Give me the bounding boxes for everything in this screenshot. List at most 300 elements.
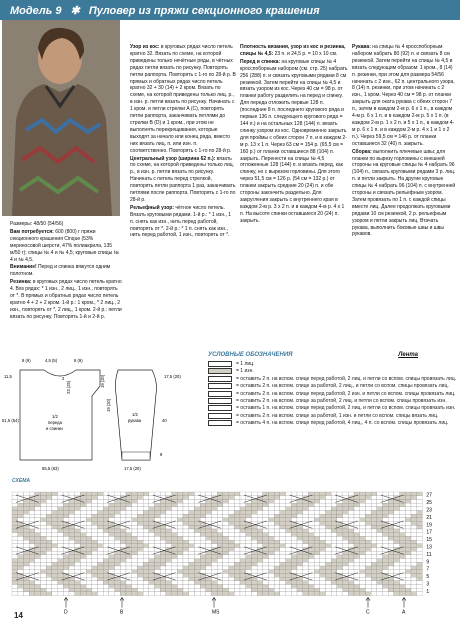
chart-cell xyxy=(348,514,354,518)
chart-cell xyxy=(229,544,235,548)
chart-cell xyxy=(371,533,377,537)
chart-cell xyxy=(217,507,223,511)
chart-cell xyxy=(132,518,138,522)
chart-cell xyxy=(58,551,64,555)
chart-cell xyxy=(12,525,18,529)
chart-cell xyxy=(212,570,218,574)
chart-cell xyxy=(183,548,189,552)
chart-cell xyxy=(263,536,269,540)
chart-cell xyxy=(35,592,41,596)
chart-cell xyxy=(166,496,172,500)
chart-cell xyxy=(274,525,280,529)
chart-cell xyxy=(155,551,161,555)
chart-cell xyxy=(183,573,189,577)
chart-cell xyxy=(194,507,200,511)
chart-cell xyxy=(149,536,155,540)
chart-cell xyxy=(291,555,297,559)
chart-cell xyxy=(69,492,75,496)
chart-cell xyxy=(18,562,24,566)
chart-cell xyxy=(326,555,332,559)
chart-cell xyxy=(217,533,223,537)
chart-cell xyxy=(189,544,195,548)
chart-cell xyxy=(132,496,138,500)
chart-cell xyxy=(86,559,92,563)
chart-cell xyxy=(63,588,69,592)
chart-cell xyxy=(405,585,411,589)
chart-cell xyxy=(166,544,172,548)
chart-cell xyxy=(103,540,109,544)
chart-cell xyxy=(331,525,337,529)
chart-cell xyxy=(274,514,280,518)
chart-cell xyxy=(240,525,246,529)
chart-cell xyxy=(137,588,143,592)
chart-cell xyxy=(223,492,229,496)
chart-cell xyxy=(229,514,235,518)
chart-cell xyxy=(194,511,200,515)
chart-cell xyxy=(86,536,92,540)
chart-cell xyxy=(320,507,326,511)
chart-cell xyxy=(69,511,75,515)
chart-cell xyxy=(240,511,246,515)
chart-cell xyxy=(417,581,423,585)
chart-cell xyxy=(365,570,371,574)
chart-cell xyxy=(331,577,337,581)
chart-cell xyxy=(314,570,320,574)
chart-cell xyxy=(320,536,326,540)
chart-cell xyxy=(18,555,24,559)
chart-cell xyxy=(35,559,41,563)
chart-cell xyxy=(41,577,47,581)
dim-left: 11,5 xyxy=(4,374,12,379)
chart-cell xyxy=(98,499,104,503)
chart-cell xyxy=(365,577,371,581)
chart-cell xyxy=(223,536,229,540)
model-photo xyxy=(2,20,120,216)
chart-cell xyxy=(297,540,303,544)
chart-cell xyxy=(405,581,411,585)
chart-cell xyxy=(291,536,297,540)
chart-cell xyxy=(223,555,229,559)
chart-cell xyxy=(166,492,172,496)
chart-cell xyxy=(394,585,400,589)
chart-cell xyxy=(223,592,229,596)
chart-cell xyxy=(63,570,69,574)
chart-cell xyxy=(234,529,240,533)
chart-cell xyxy=(280,496,286,500)
chart-cell xyxy=(280,522,286,526)
paragraph-rib: Резинка: в круговых рядах число петель кратно 4. Вяз рядах: * 1 изн., 2 лиц., 1 изн., повторять от *. В прямых и обратных рядах число петель кратно 4 + 2 + 2 кром. 1-й р.: 1 кром., * 2 лиц., 2 изн., повторять от *, 2 лиц., 1 кром. 2-й р.: петли вязать по рисунку. Повторять 1-й и 2-й р. xyxy=(10,279,122,320)
chart-cell xyxy=(246,544,252,548)
chart-cell xyxy=(280,518,286,522)
chart-cell xyxy=(69,507,75,511)
chart-cell xyxy=(383,536,389,540)
chart-cell xyxy=(326,492,332,496)
chart-cell xyxy=(286,588,292,592)
chart-cell xyxy=(365,588,371,592)
chart-cell xyxy=(251,585,257,589)
chart-cell xyxy=(189,536,195,540)
chart-cell xyxy=(365,562,371,566)
chart-cell xyxy=(98,540,104,544)
chart-cell xyxy=(80,559,86,563)
chart-cell xyxy=(98,496,104,500)
chart-cell xyxy=(269,581,275,585)
chart-cell xyxy=(103,536,109,540)
chart-cell xyxy=(246,492,252,496)
chart-cell xyxy=(212,507,218,511)
chart-cell xyxy=(200,555,206,559)
chart-cell xyxy=(160,544,166,548)
chart-cell xyxy=(365,529,371,533)
chart-cell xyxy=(23,570,29,574)
chart-cell xyxy=(63,592,69,596)
chart-cell xyxy=(291,503,297,507)
chart-cell xyxy=(172,566,178,570)
chart-cell xyxy=(189,533,195,537)
schematic-diagram xyxy=(0,352,205,474)
chart-cell xyxy=(377,551,383,555)
chart-cell xyxy=(405,533,411,537)
chart-cell xyxy=(360,518,366,522)
chart-cell xyxy=(291,544,297,548)
chart-cell xyxy=(86,551,92,555)
chart-cell xyxy=(41,503,47,507)
chart-cell xyxy=(18,577,24,581)
chart-cell xyxy=(149,529,155,533)
chart-cell xyxy=(41,562,47,566)
chart-cell xyxy=(86,573,92,577)
chart-cell xyxy=(371,514,377,518)
chart-cell xyxy=(251,540,257,544)
chart-cell xyxy=(177,548,183,552)
chart-cell xyxy=(337,588,343,592)
chart-cell xyxy=(297,592,303,596)
chart-cell xyxy=(92,570,98,574)
body-label-b: переда xyxy=(48,420,62,425)
chart-cell xyxy=(320,581,326,585)
chart-cell xyxy=(120,533,126,537)
chart-cell xyxy=(303,503,309,507)
chart-cell xyxy=(86,496,92,500)
chart-cell xyxy=(172,536,178,540)
chart-cell xyxy=(240,581,246,585)
chart-cell xyxy=(12,585,18,589)
chart-cell xyxy=(417,540,423,544)
chart-cell xyxy=(303,529,309,533)
chart-cell xyxy=(12,499,18,503)
sleeve-label-a: 1/2 xyxy=(132,412,138,417)
chart-cell xyxy=(92,499,98,503)
chart-cell xyxy=(12,551,18,555)
chart-cell xyxy=(274,503,280,507)
chart-cell xyxy=(348,544,354,548)
chart-cell xyxy=(41,511,47,515)
chart-cell xyxy=(29,496,35,500)
chart-cell xyxy=(365,496,371,500)
chart-cell xyxy=(405,540,411,544)
chart-cell xyxy=(58,507,64,511)
chart-cell xyxy=(98,492,104,496)
chart-cell xyxy=(189,555,195,559)
chart-cell xyxy=(365,492,371,496)
chart-cell xyxy=(229,555,235,559)
chart-cell xyxy=(246,503,252,507)
chart-cell xyxy=(86,533,92,537)
chart-cell xyxy=(331,540,337,544)
chart-cell xyxy=(377,562,383,566)
chart-cell xyxy=(348,536,354,540)
chart-cell xyxy=(115,514,121,518)
chart-cell xyxy=(92,496,98,500)
chart-cell xyxy=(417,529,423,533)
chart-cell xyxy=(35,581,41,585)
chart-cell xyxy=(303,570,309,574)
chart-cell xyxy=(314,511,320,515)
chart-cell xyxy=(52,581,58,585)
cable-symbol-icon xyxy=(208,391,232,397)
chart-cell xyxy=(189,559,195,563)
chart-cell xyxy=(75,536,81,540)
row-number: 3 xyxy=(426,581,430,588)
chart-cell xyxy=(103,573,109,577)
chart-cell xyxy=(212,566,218,570)
chart-cell xyxy=(217,562,223,566)
cable-symbol-icon xyxy=(208,405,232,411)
chart-cell xyxy=(120,581,126,585)
chart-cell xyxy=(172,507,178,511)
chart-cell xyxy=(331,507,337,511)
chart-cell xyxy=(177,559,183,563)
chart-cell xyxy=(155,581,161,585)
chart-cell xyxy=(257,588,263,592)
chart-cell xyxy=(314,585,320,589)
chart-cell xyxy=(200,533,206,537)
chart-cell xyxy=(132,522,138,526)
chart-cell xyxy=(286,522,292,526)
chart-cell xyxy=(143,536,149,540)
chart-cell xyxy=(120,492,126,496)
chart-cell xyxy=(166,536,172,540)
chart-cell xyxy=(41,548,47,552)
chart-cell xyxy=(143,551,149,555)
chart-cell xyxy=(377,529,383,533)
chart-cell xyxy=(120,503,126,507)
chart-cell xyxy=(274,585,280,589)
chart-cell xyxy=(360,503,366,507)
chart-cell xyxy=(360,551,366,555)
chart-cell xyxy=(46,566,52,570)
chart-cell xyxy=(274,548,280,552)
chart-cell xyxy=(257,573,263,577)
chart-cell xyxy=(189,548,195,552)
chart-cell xyxy=(377,577,383,581)
chart-cell xyxy=(348,507,354,511)
dim-top-right: 8 (9) xyxy=(74,358,83,363)
chart-cell xyxy=(217,503,223,507)
chart-cell xyxy=(394,511,400,515)
chart-cell xyxy=(297,566,303,570)
chart-cell xyxy=(92,492,98,496)
chart-cell xyxy=(251,566,257,570)
chart-cell xyxy=(29,522,35,526)
chart-cell xyxy=(257,514,263,518)
chart-cell xyxy=(194,496,200,500)
chart-cell xyxy=(41,507,47,511)
chart-cell xyxy=(400,507,406,511)
chart-cell xyxy=(360,525,366,529)
chart-cell xyxy=(360,507,366,511)
chart-cell xyxy=(337,581,343,585)
chart-cell xyxy=(411,511,417,515)
body-outline xyxy=(20,370,100,460)
chart-cell xyxy=(308,511,314,515)
chart-cell xyxy=(212,522,218,526)
chart-cell xyxy=(405,507,411,511)
chart-cell xyxy=(92,559,98,563)
chart-cell xyxy=(155,533,161,537)
chart-cell xyxy=(291,514,297,518)
chart-cell xyxy=(52,566,58,570)
chart-cell xyxy=(149,585,155,589)
chart-cell xyxy=(269,492,275,496)
chart-cell xyxy=(120,518,126,522)
chart-cell xyxy=(183,559,189,563)
chart-cell xyxy=(394,529,400,533)
row-number: 1 xyxy=(426,588,430,595)
chart-cell xyxy=(143,585,149,589)
cuff-band xyxy=(122,452,150,460)
chart-cell xyxy=(394,570,400,574)
chart-cell xyxy=(46,525,52,529)
chart-cell xyxy=(132,581,138,585)
chart-cell xyxy=(223,570,229,574)
chart-cell xyxy=(314,507,320,511)
chart-cell xyxy=(269,514,275,518)
chart-cell xyxy=(166,592,172,596)
chart-cell xyxy=(23,562,29,566)
chart-cell xyxy=(348,496,354,500)
chart-cell xyxy=(86,518,92,522)
chart-cell xyxy=(52,514,58,518)
chart-cell xyxy=(411,492,417,496)
chart-cell xyxy=(200,525,206,529)
chart-cell xyxy=(109,533,115,537)
chart-cell xyxy=(155,529,161,533)
chart-cell xyxy=(405,492,411,496)
chart-cell xyxy=(360,588,366,592)
chart-cell xyxy=(69,544,75,548)
chart-cell xyxy=(18,511,24,515)
chart-cell xyxy=(240,503,246,507)
chart-cell xyxy=(291,570,297,574)
chart-cell xyxy=(63,551,69,555)
chart-cell xyxy=(155,525,161,529)
legend-item: = оставить 2 п. на вспом. спице перед работой, 2 изн. и петли со вспом. спицы провязать лиц. xyxy=(208,391,458,397)
chart-cell xyxy=(297,511,303,515)
chart-cell xyxy=(240,559,246,563)
dim-bottom: 55,5 (63) xyxy=(42,466,59,471)
chart-cell xyxy=(400,562,406,566)
chart-cell xyxy=(274,540,280,544)
chart-cell xyxy=(360,566,366,570)
chart-cell xyxy=(143,581,149,585)
chart-cell xyxy=(194,555,200,559)
chart-cell xyxy=(120,522,126,526)
chart-cell xyxy=(98,525,104,529)
chart-cell xyxy=(12,562,18,566)
chart-cell xyxy=(183,588,189,592)
chart-cell xyxy=(166,588,172,592)
chart-cell xyxy=(417,562,423,566)
chart-cell xyxy=(229,511,235,515)
chart-cell xyxy=(109,581,115,585)
chart-cell xyxy=(343,588,349,592)
chart-cell xyxy=(240,588,246,592)
chart-cell xyxy=(337,525,343,529)
dim-cuff: 8 xyxy=(160,452,163,457)
chart-cell xyxy=(234,588,240,592)
chart-cell xyxy=(371,559,377,563)
chart-cell xyxy=(80,588,86,592)
chart-cell xyxy=(383,499,389,503)
chart-cell xyxy=(206,492,212,496)
chart-cell xyxy=(177,492,183,496)
chart-cell xyxy=(240,573,246,577)
chart-cell xyxy=(280,514,286,518)
chart-cell xyxy=(149,577,155,581)
paragraph-materials: Вам потребуется: 600 (800) г пряжи секционного крашения Cinque (53% мериносовой шерсти, 47% полиакрила, 135 м/50 г); спицы № 4 и № 4,5; круговые спицы № 4 и № 4,5. xyxy=(10,228,120,263)
chart-cell xyxy=(314,592,320,596)
chart-cell xyxy=(308,581,314,585)
chart-title: СХЕМА xyxy=(12,478,30,484)
chart-cell xyxy=(143,525,149,529)
chart-cell xyxy=(269,522,275,526)
chart-cell xyxy=(274,533,280,537)
chart-cell xyxy=(86,570,92,574)
chart-cell xyxy=(75,566,81,570)
chart-cell xyxy=(365,499,371,503)
chart-cell xyxy=(217,592,223,596)
chart-cell xyxy=(58,566,64,570)
chart-cell xyxy=(394,573,400,577)
chart-cell xyxy=(337,562,343,566)
chart-cell xyxy=(92,514,98,518)
chart-cell xyxy=(417,507,423,511)
chart-cell xyxy=(280,499,286,503)
chart-cell xyxy=(280,533,286,537)
chart-cell xyxy=(160,511,166,515)
chart-cell xyxy=(206,503,212,507)
chart-cell xyxy=(29,514,35,518)
chart-cell xyxy=(189,573,195,577)
chart-cell xyxy=(160,570,166,574)
chart-cell xyxy=(46,559,52,563)
chart-cell xyxy=(417,570,423,574)
chart-cell xyxy=(388,536,394,540)
chart-cell xyxy=(69,592,75,596)
chart-cell xyxy=(75,514,81,518)
chart-cell xyxy=(308,507,314,511)
chart-cell xyxy=(103,522,109,526)
chart-cell xyxy=(337,507,343,511)
chart-cell xyxy=(331,562,337,566)
chart-cell xyxy=(109,544,115,548)
chart-cell xyxy=(160,592,166,596)
chart-cell xyxy=(86,503,92,507)
chart-cell xyxy=(360,511,366,515)
chart-cell xyxy=(320,588,326,592)
chart-cell xyxy=(354,514,360,518)
